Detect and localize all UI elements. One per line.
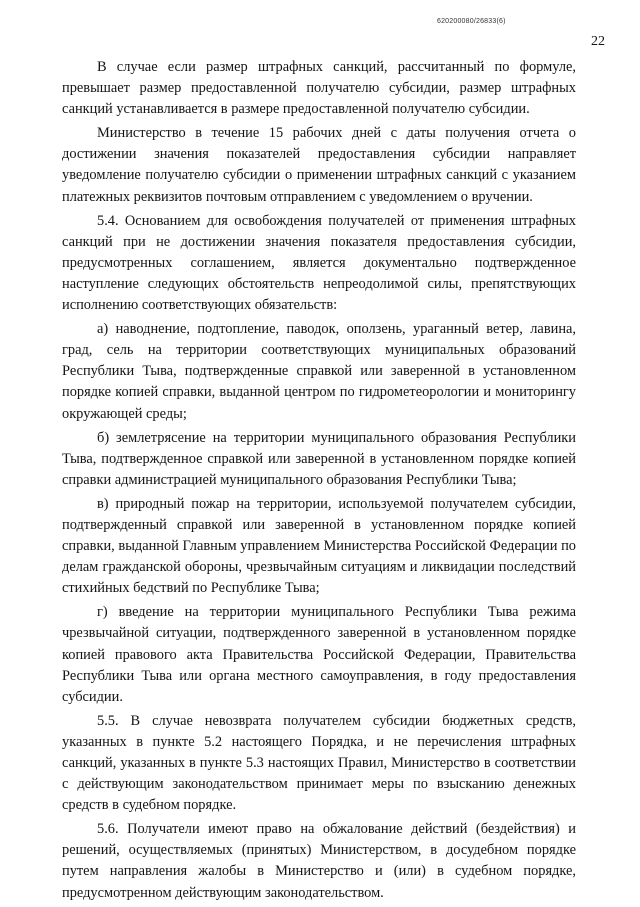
document-code: 620200080/26833(6) (437, 18, 506, 25)
paragraph-5-6: 5.6. Получатели имеют право на обжалование действий (бездействия) и решений, осуществляемых (принятых) Министерством, в досудебном порядке путем направления жалобы в Министерство и (или) в судебном порядке, предусмотренном действующим законодательством. (62, 821, 576, 901)
paragraph-5-4: 5.4. Основанием для освобождения получателей от применения штрафных санкций при не достижении значения показателя предоставления субсидии, предусмотренных соглашением, является документально подтвержденное наступление следующих обстоятельств непреодолимой силы, препятствующих исполнению соответствующих обязательств: (62, 212, 576, 314)
paragraph-item-a: а) наводнение, подтопление, паводок, оползень, ураганный ветер, лавина, град, сель на территории соответствующих муниципальных образований Республики Тыва, подтвержденные справкой или заверенной в установленном порядке копией справки, выданной центром по гидрометеорологии и мониторингу окружающей среды; (62, 321, 576, 422)
page-number: 22 (591, 34, 605, 49)
paragraph-item-g: г) введение на территории муниципального Республики Тыва режима чрезвычайной ситуации, подтвержденного заверенной в установленном порядке копией правового акта Правительства Российской Федерации, Правительства Республики Тыва или органа местного самоуправления, в году предоставления субсидии. (62, 604, 576, 705)
document-body (62, 57, 576, 907)
paragraph-item-v: в) природный пожар на территории, используемой получателем субсидии, подтвержденный справкой или заверенной в установленном порядке копией справки, выданной Главным управлением Министерства Российской Федерации по делам гражданской обороны, чрезвычайным ситуациям и ликвидации последствий стихийных бедствий по Республике Тыва; (62, 495, 576, 597)
paragraph-item-b: б) землетрясение на территории муниципального образования Республики Тыва, подтвержденное справкой или заверенной в установленном порядке копией справки администрацией муниципального образования Республики Тыва; (62, 429, 576, 488)
paragraph-notification: Министерство в течение 15 рабочих дней с даты получения отчета о достижении значения показателей предоставления субсидии направляет уведомление получателю субсидии о применении штрафных санкций с указанием платежных реквизитов почтовым отправлением с уведомлением о вручении. (62, 125, 576, 205)
paragraph-penalty-cap: В случае если размер штрафных санкций, рассчитанный по формуле, превышает размер предоставленной получателю субсидии, размер штрафных санкций устанавливается в размере предоставленной получателю субсидии. (62, 59, 576, 118)
paragraph-5-5: 5.5. В случае невозврата получателем субсидии бюджетных средств, указанных в пункте 5.2 настоящего Порядка, и не перечисления штрафных санкций, указанных в пункте 5.3 настоящих Правил, Министерство в соответствии с действующим законодательством принимает меры по взысканию денежных средств в судебном порядке. (62, 712, 576, 814)
